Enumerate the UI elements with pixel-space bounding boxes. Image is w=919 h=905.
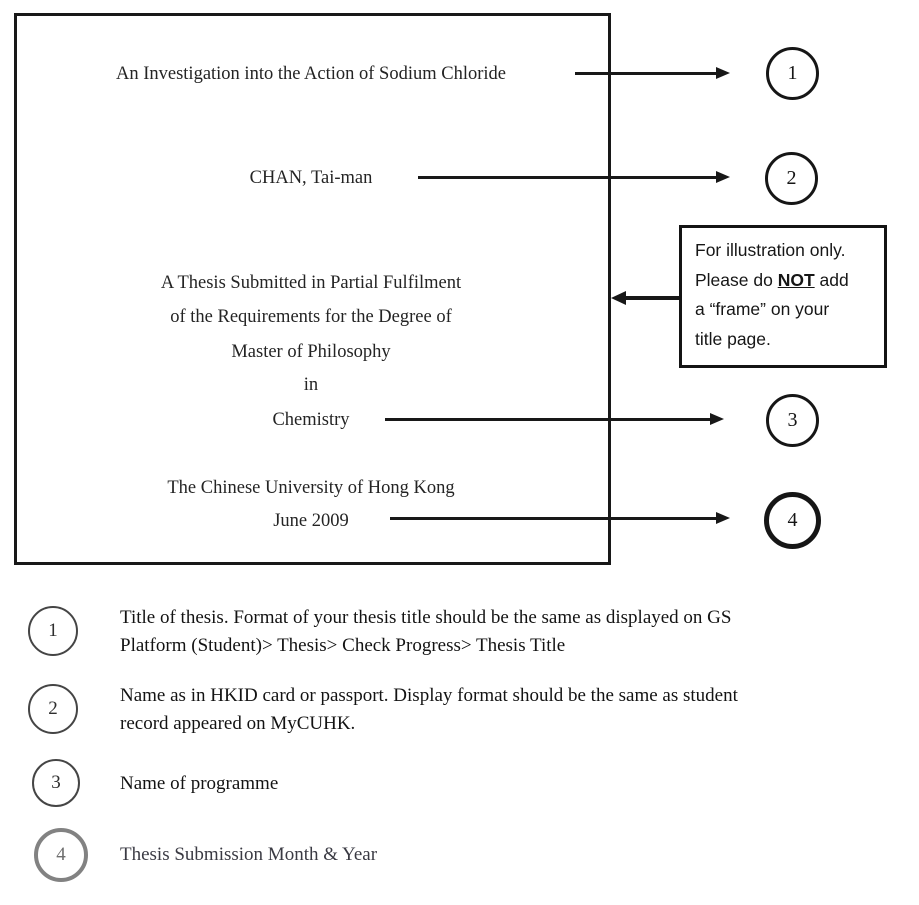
programme-name-line: Chemistry [272,410,350,430]
note-line-4: title page. [695,328,771,349]
legend-item-1-line-1: Title of thesis. Format of your thesis title should be the same as displayed on GS [120,607,732,628]
arrow-right-icon [716,171,730,183]
arrow-right-icon [716,67,730,79]
thesis-title-line: An Investigation into the Action of Sodium Chloride [115,64,506,84]
arrow-line [418,176,718,179]
legend-item-2-line-1: Name as in HKID card or passport. Display format should be the same as student [120,685,738,706]
statement-line: in [303,375,319,395]
note-line-2: Please do NOT add [695,269,849,290]
legend-item-1-line-2: Platform (Student)> Thesis> Check Progress> Thesis Title [120,635,566,656]
legend-marker-3: 3 [32,759,80,807]
note-line-3: a “frame” on your [695,299,830,319]
callout-marker-4: 4 [764,492,821,549]
university-name-line: The Chinese University of Hong Kong [167,478,455,498]
callout-marker-2: 2 [765,152,818,205]
arrow-left-icon [611,291,626,305]
arrow-line [385,418,712,421]
legend-item-3-line-1: Name of programme [120,773,279,794]
legend-marker-4: 4 [34,828,88,882]
legend-marker-1: 1 [28,606,78,656]
submission-date-line: June 2009 [273,511,349,531]
arrow-line [575,72,718,75]
callout-marker-3: 3 [766,394,819,447]
arrow-right-icon [716,512,730,524]
legend-item-3 [120,770,880,798]
legend-marker-2: 2 [28,684,78,734]
arrow-line [390,517,718,520]
statement-line: Master of Philosophy [231,342,391,362]
arrow-line [624,296,681,300]
author-name-line: CHAN, Tai-man [249,168,373,188]
note-bold-not: NOT [777,269,815,290]
statement-line: A Thesis Submitted in Partial Fulfilment [160,273,462,293]
statement-line: of the Requirements for the Degree of [170,307,452,327]
note-line-1: For illustration only. [695,240,846,260]
legend-item-4-line-1: Thesis Submission Month & Year [120,844,378,865]
legend-item-4 [120,841,880,869]
no-frame-note-box [679,225,887,368]
callout-marker-1: 1 [766,47,819,100]
legend-item-1 [120,604,880,660]
legend-item-2 [120,682,880,738]
arrow-right-icon [710,413,724,425]
legend-item-2-line-2: record appeared on MyCUHK. [120,713,356,734]
